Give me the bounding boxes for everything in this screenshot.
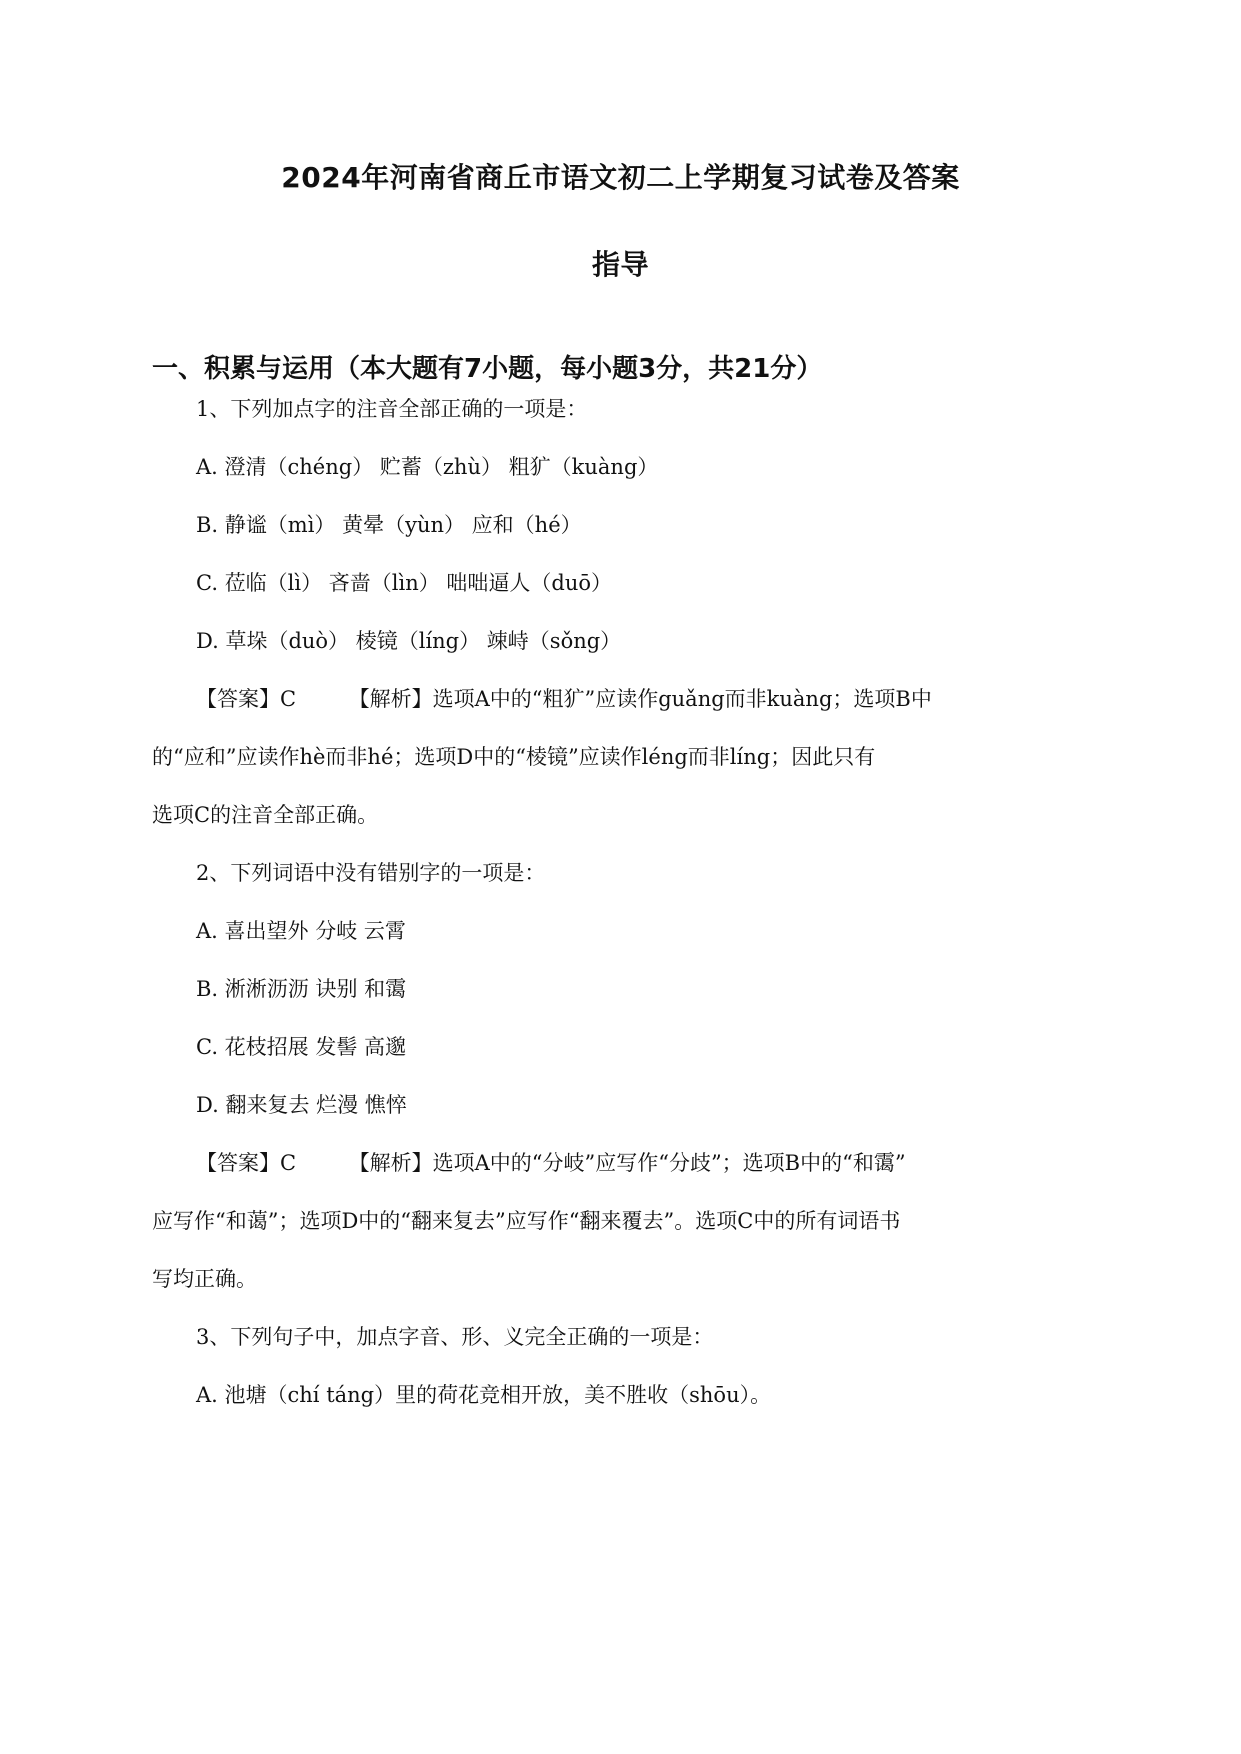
answer-line: 【答案】C 【解析】选项A中的“粗犷”应读作guǎng而非kuàng；选项B中 — [196, 687, 932, 711]
question-stem: 3、下列句子中，加点字音、形、义完全正确的一项是： — [196, 1325, 714, 1349]
answer-line: 选项C的注音全部正确。 — [152, 803, 379, 827]
answer-line: 应写作“和蔼”；选项D中的“翻来复去”应写作“翻来覆去”。选项C中的所有词语书 — [152, 1209, 901, 1233]
question-option: C. 莅临（lì） 吝啬（lìn） 咄咄逼人（duō） — [196, 571, 613, 595]
answer-line: 写均正确。 — [152, 1267, 257, 1291]
question-option: A. 澄清（chéng） 贮蓄（zhù） 粗犷（kuàng） — [196, 455, 659, 479]
question-option: A. 池塘（chí táng）里的荷花竞相开放，美不胜收（shōu）。 — [196, 1383, 772, 1407]
question-stem: 2、下列词语中没有错别字的一项是： — [196, 861, 546, 885]
answer-line: 的“应和”应读作hè而非hé；选项D中的“棱镜”应读作léng而非líng；因此只有 — [152, 745, 876, 769]
question-stem: 1、下列加点字的注音全部正确的一项是： — [196, 397, 588, 421]
document-title-line1: 2024年河南省商丘市语文初二上学期复习试卷及答案 — [281, 161, 960, 194]
document-title-line2: 指导 — [591, 248, 649, 281]
question-option: D. 翻来复去 烂漫 憔悴 — [196, 1093, 407, 1117]
section-heading: 一、积累与运用（本大题有7小题，每小题3分，共21分） — [152, 354, 823, 384]
question-option: A. 喜出望外 分岐 云霄 — [196, 919, 406, 943]
question-option: C. 花枝招展 发髻 高邈 — [196, 1035, 407, 1059]
question-option: B. 静谧（mì） 黄晕（yùn） 应和（hé） — [196, 513, 582, 537]
answer-line: 【答案】C 【解析】选项A中的“分岐”应写作“分歧”；选项B中的“和霭” — [196, 1151, 906, 1175]
question-option: B. 淅淅沥沥 诀别 和霭 — [196, 977, 407, 1001]
question-option: D. 草垛（duò） 棱镜（líng） 竦峙（sǒng） — [196, 629, 622, 653]
